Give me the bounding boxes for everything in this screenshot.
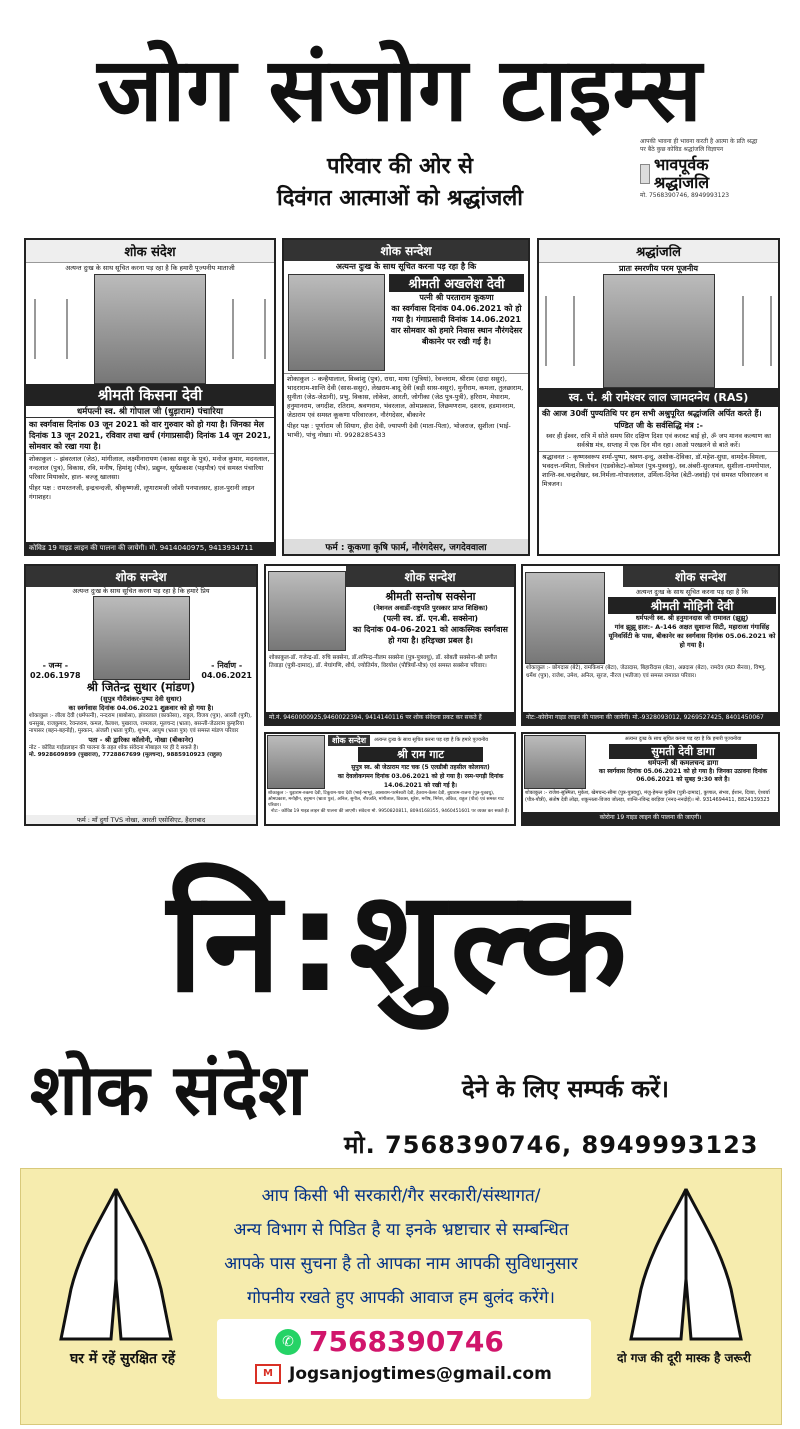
- ad-firm: फर्म : माँ दुर्गा TVS नोखा, आरती एसोसिएट, हैदराबाद: [26, 815, 256, 824]
- portrait-photo: [94, 274, 206, 384]
- ad-body: का स्वर्गवास दिनांक 05.06.2021 को हो गया है। जिनका उठावना दिनांक 06.06.2021 को सुबह 9:30 बजे है।: [598, 768, 768, 783]
- email-icon[interactable]: M: [255, 1364, 281, 1384]
- portrait-photo: [267, 735, 325, 789]
- deceased-name: श्रीमती मोहिनी देवी: [608, 597, 776, 614]
- deceased-name: स्व. पं. श्री रामेश्वर लाल जामदग्नेय (RAS): [539, 388, 778, 407]
- ad-intro: अत्यन्त दुःख के साथ सूचित करना पड़ रहा है कि: [635, 588, 749, 596]
- subtitle-family: परिवार की ओर से: [326, 154, 474, 179]
- corner-big2: श्रद्धांजलि: [654, 173, 710, 192]
- obituary-ad-ram-gaat: [264, 732, 516, 826]
- obituary-ad-akhlesh-devi: [282, 238, 530, 556]
- corner-line1: आपकी भावना ही भावना करती है आत्मा के प्रति श्रद्धा: [640, 138, 758, 145]
- tribute-ad-rameshwar-lal: [537, 238, 780, 556]
- whatsapp-icon[interactable]: ✆: [275, 1329, 301, 1355]
- condolence-headline: शोक संदेश: [30, 1049, 306, 1131]
- masthead-title: जोग संजोग टाइम्स: [97, 38, 703, 141]
- deceased-spouse: (पत्नी स्व. डॉ. एन.बी. सक्सेना): [382, 614, 479, 623]
- deceased-parent: (सुपुत्र गौरीशंकर-पुष्पा देवी सुथार): [100, 695, 182, 703]
- ad-footer: मो.नं. 9460000925,9460022394, 9414140116 पर शोक संवेदना प्रकट कर सकते हैं: [266, 712, 514, 724]
- incense-icon: [232, 299, 266, 359]
- quote-title: पण्डित जी के सर्वसिद्धि मंत्र :-: [614, 421, 703, 430]
- incense-icon: [34, 299, 68, 359]
- birth-date: 02.06.1978: [30, 671, 81, 680]
- obituary-ad-mohini-devi: [521, 564, 780, 726]
- ad-intro: अत्यन्त दुःख के साथ सूचित करना पड़ रहा है कि हमारी पूज्यनीया: [624, 736, 742, 742]
- death-date: 04.06.2021: [201, 671, 252, 680]
- portrait-photo: [93, 596, 190, 680]
- portrait-photo: [288, 274, 385, 371]
- ad-body: का स्वर्गवास दिनांक 03 जून 2021 को वार गुरुवार को हो गया है। जिनका मेल दिनांक 13 जून 2021, रविवार तथा खर्च (गंगाप्रसादी) दिनांक 14 जून 2021, सोमवार को रखा गया है।: [29, 420, 271, 451]
- ad-header: शोक सन्देश: [623, 566, 778, 587]
- ad-family: शोकाकुल :- धुड़ाराम-रुकमा देवी, टिकूराम-पारा देवी (भाई-भाभू), आसाराम-परमेश्वरी देवी, हेतराम-केसर देवी, बुधाराम-राजना (पुत्र-पुत्रवधु), ओमप्रकाश, मनोहीन, हनुमान (भ्राता पुत्र), अनिल, सुनील, नौरजलि, मांगीलाल, विकास, सुरेश, मनीष, मिनेश, अंकित, राहुल (पौत्र) एवं समस्त गाट परिवार।: [268, 791, 504, 808]
- whatsapp-number[interactable]: 7568390746: [309, 1325, 504, 1358]
- incense-icon: [742, 296, 772, 366]
- obituary-ad-sumati-devi-daga: [521, 732, 780, 826]
- ad-body: का स्वर्गवास दिनांक 04.06.2021 को हो गया है। गंगाप्रसादी विनांक 14.06.2021 वार सोमवार को हमारे निवास स्थान नौरंगदेसर बीकानेर पर रखी गई है।: [390, 304, 523, 346]
- obituary-ad-kisna-devi: [24, 238, 276, 556]
- contact-prompt: देने के लिए सम्पर्क करें।: [462, 1075, 669, 1103]
- obituary-ad-jitendra-suthar: [24, 564, 258, 826]
- ad-pihar: पीहर पक्ष : पूर्णाराम जी सियाग, हीरा देवी, ज्यापणी देवी (माता-पिता), भोजराज, सुशीला (भाई-भाभी), पांचु नोखा। मो. 9928285433: [287, 422, 511, 439]
- ad-family: शोकाकुल :- झंवरलाल (जेठ), मांगीलाल, लक्ष्मीनारायण (काका ससुर के पुत्र), मनोज कुमार, मदनलाल, नन्दलाल (पुत्र), विकास, रवि, मनीष, हिमांशु (पौत्र), प्रद्युम्न, सूर्यप्रकाश (पड़पौत्र) एवं समस्त पंचारिया परिवार मियाकोर, हाल- बज्जू खालसा।: [26, 453, 274, 483]
- deceased-award: (नेशनल अवार्डी-राष्ट्रपति पुरस्कार प्राप्त शिक्षिका): [373, 604, 488, 612]
- ad-header: शोक संदेश: [26, 240, 274, 263]
- ad-header: शोक सन्देश: [346, 566, 514, 587]
- ad-family: शोकाकुल :- छोगदास (बेटे), रामकिशन (बेटा), जेठादास, बिहारीदास (बेटा), अन्नदास (बेटा), रामदेव (RD सैनवा), विष्णु, धर्मेश (पुत्र), राजेश, उमेश, अनिल, सूरज, नीरज (भतीजा) एवं समस्त रामावत परिवार।: [526, 665, 766, 679]
- ad-intro: अत्यन्त दुःख के साथ सूचित करना पड़ रहा है कि: [335, 262, 477, 271]
- folded-hands-icon: [601, 1179, 771, 1349]
- portrait-photo: [524, 735, 586, 789]
- portrait-photo: [268, 571, 346, 651]
- corner-contact: मो. 7568390746, 8949993123: [640, 192, 730, 199]
- ad-footer: कोरोना 19 गाइड लाइन की पालना की जाएगी।: [523, 812, 778, 824]
- birth-label: - जन्म -: [42, 661, 69, 670]
- ad-body: की आज 30वीं पुण्यतिथि पर हम सभी अश्रुपूरित श्रद्धांजलि अर्पित करते हैं।: [542, 409, 762, 418]
- ad-family: शोकाकुल :- लीला देवी (धर्मपत्नी), नन्दराम (बाबोसा), झंवरलाल (काकोसा), राहुल, विजय (पुत्र), आरती (पुत्री), धनसुख, राजकुमार, रेवन्तराम, कमल, कैलाश, पुखराज, रामलाल, मूलचन्द (भ्राता), बसन्ती-जेठाराम कुम्हरिया नापासर (बहन-बहनोई), मुस्कान, अंजली (भ्राता पुत्री), शुभम, आयुष (भ्राता पुत्र) एवं समस्त मांडण परिवार: [29, 713, 252, 734]
- ad-footer: कोविड 19 गाइड लाइन की पालना की जायेगी। मो. 9414040975, 9413934711: [26, 542, 274, 554]
- banner-line3: आपके पास सुचना है तो आपका नाम आपकी सुविधानुसार: [224, 1254, 578, 1274]
- free-headline: नि:शुल्क: [167, 861, 633, 1024]
- ad-note: नोट - कोविड गाईडलाइन की पालना के तहत शोक संवेदना मोबाइल पर ही दे सकते है।: [29, 744, 199, 751]
- ad-pihar: पीहर पक्ष : रामरतनजी, इन्द्रचन्दजी, श्रीकृष्णजी, लूणारामजी जोशी पनपालसर, हाल-पुरानी लाइन गंगाशहर।: [29, 484, 255, 501]
- folded-hands-icon: [31, 1179, 201, 1349]
- ad-body: का स्वर्गवास दिनांक 04.06.2021 शुक्रवार को हो गया है।: [68, 704, 214, 712]
- contact-mobile: मो. 7568390746, 8949993123: [344, 1131, 759, 1159]
- ad-phones: मो. 9928609899 (पुखराज), 7728867699 (मूलचन्द), 9885910923 (राहुल): [29, 752, 223, 758]
- deceased-name: सुमती देवी डागा: [609, 744, 757, 759]
- obituary-ad-santosh-saxena: [264, 564, 516, 726]
- ad-intro: अत्यन्त दुःख के साथ सूचित करना पड़ रहा है कि हमारे प्रिय: [72, 587, 210, 595]
- ad-family: शोकाकुल-डॉ. गजेन्द्र-डॉ. रुचि सक्सेना, डॉ.शमिन्द्र-नीलम सक्सेना (पुत्र-पुत्रवधु), डॉ. सोबती सक्सेना-श्री प्रणीत तिवाड़ा (पुत्री-दामाद), डॉ. मेघांगणि, शौर्य, ज्योतिर्मय, विरयोश (पौत्रियाँ-पौत्र) एवं समस्त सक्सेना परिवार।: [269, 655, 497, 669]
- ad-footer: फर्म : कूकणा कृषि फार्म, नौरंगदेसर, जगदेववाला: [284, 539, 528, 554]
- ad-note: नोट:- कोविड 19 गाइड लाइन की पालना की जाएगी। संवेदना मो. 9950820811, 8094168355, 9460451601 पर व्यक्त कर सकते हैं।: [270, 809, 510, 814]
- candle-icon: [640, 164, 650, 184]
- ad-body: गांव झूझू हाल:- A-146 अक्षत सुशान्त सिटी, महाराजा गंगासिंह यूनिवर्सिटी के पास, बीकानेर का स्वर्गवास दिनांक 05.06.2021 को हो गया है।: [608, 623, 776, 649]
- ad-body: का दिनांक 04-06-2021 को आकस्मिक स्वर्गवास हो गया है। हरिइच्छा प्रबल है।: [353, 625, 508, 645]
- ad-intro: प्रातः स्मरणीय परम पूजनीय: [618, 264, 699, 273]
- ad-family: शोकाकुल :- राजेश-सुस्मिता, मुकेश, खेमचन्द-सीमा (पुत्र-पुत्रवधु), मंजु-हेमन्त मुकीम (पुत्री-दामाद), कुणाल, संभव, ईशान, दिव्या, ऐश्वर्या (पौत्र-पौत्री), संतोष देवी लोढ़ा, शकुन्तला-विजय जोलड़ा, शान्ति-रविन्द्र बरड़िया (ननद-ननदोई)। मो. 9314694411, 8824139323: [525, 790, 770, 803]
- deceased-parent: सुपुत्र स्व. श्री जेठाराम गाट चक (5 एलडीबी तहसील कोलायत): [351, 764, 490, 771]
- ad-body: का देवलोकगमन दिनांक 03.06.2021 को हो गया है। रस्म-पगड़ी दिनांक 14.06.2021 को रखी गई है।: [337, 773, 504, 789]
- portrait-photo: [525, 572, 605, 664]
- contact-card: [217, 1319, 591, 1399]
- deceased-spouse: धर्मपत्नी श्री कमलचन्द डागा: [647, 759, 719, 767]
- quote-text: स्वर ही ईश्वर, रात्रि में सोते समय सिर दक्षिण दिशा एवं करवट बाई हो, ॐ जप मानव कल्याण का सर्वश्रेष्ठ मंत्र, सप्ताह में एक दिन मौन रहा। आओ परखलने से बाते करें।: [546, 432, 771, 449]
- ad-address: पता - श्री द्वारिका कॉलोनी, नोखा (बीकानेर): [88, 735, 194, 744]
- ad-intro: अत्यन्त दुःख के साथ सूचित करना पड़ रहा है कि हमारे पूज्यनीय: [374, 737, 489, 743]
- ad-header: शोक सन्देश: [284, 240, 528, 261]
- subtitle-tribute: दिवंगत आत्माओं को श्रद्धांजली: [277, 186, 523, 211]
- deceased-name: श्रीमती सन्तोष सक्सेना: [385, 590, 476, 603]
- ad-family: श्रद्धावनत :- कृष्णस्वरूप शर्मा-पुष्पा, श्रवण-इन्दु, अशोक-देविका, डॉ.महेश-सुधा, वामदेव-विमला, भवदत्त-नमिता, त्रिलोचन (एडवोकेट)-कोमल (पुत्र-पुत्रवधु), स्व.अंबरी-सुरजमल, सुशीला-रामगोपाल, शान्ति-स्व.चन्द्रशेखर, स्व.निर्मला-गोपाललाल, उर्मिला-दिनेश (बेटी-जवांई) एवं समस्त परिवारजन व मित्रजन।: [539, 451, 778, 490]
- ad-header: शोक सन्देश: [328, 735, 370, 746]
- corner-line2: पर बैठे कुछ कोविड श्रद्धांजलि विज्ञापन: [640, 146, 724, 153]
- banner-line1: आप किसी भी सरकारी/गैर सरकारी/संस्थागत/: [261, 1186, 541, 1206]
- deceased-name: श्री राम गाट: [358, 747, 483, 762]
- deceased-name: श्री जितेन्द्र सुथार (मांडण): [86, 680, 196, 694]
- deceased-spouse: पत्नी श्री परताराम कूकणा: [419, 293, 494, 302]
- banner-line2: अन्य विभाग से पिडित है या इनके भ्रष्टाचार से सम्बन्धित: [233, 1220, 569, 1240]
- ad-header: श्रद्धांजलि: [539, 240, 778, 263]
- mask-slogan: दो गज की दूरी मास्क है जरूरी: [617, 1351, 751, 1365]
- ad-intro: अत्यन्त दुःख के साथ सूचित करना पड़ रहा है कि हमारी पूज्यनीय माताजी: [65, 264, 235, 272]
- portrait-photo: [603, 274, 715, 388]
- stay-home-slogan: घर में रहें सुरक्षित रहें: [69, 1351, 176, 1367]
- deceased-name: श्रीमती किसना देवी: [26, 384, 274, 406]
- corner-big1: भावपूर्वक: [654, 155, 709, 174]
- death-label: - निर्वाण -: [211, 661, 243, 670]
- banner-line4: गोपनीय रखते हुए आपकी आवाज हम बुलंद करेंगे।: [247, 1288, 555, 1308]
- corner-tribute-box: [640, 138, 790, 200]
- email-address[interactable]: Jogsanjogtimes@gmail.com: [289, 1364, 552, 1384]
- ad-footer: नोट:-कोरोना गाइड लाइन की पालना की जायेगी। मो.-9328093012, 9269527425, 8401450067: [523, 712, 778, 724]
- grievance-banner: [20, 1168, 782, 1425]
- ad-family: शोकाकुल :- कन्हैयालाल, विव्वांशु (पुत्र), राधा, माया (पुत्रियां), रेवन्तराम, श्रीराम (दादा ससुर), भादराराम-शान्ति देवी (सास-ससुर), लेखराम-बादू देवी (बड़ी सास-ससुर), मुनीराम, कमला, तुलछाराम, सुनीता (जेठ-जेठानी), प्रभु, विकास, लोकेश, आरती, जोगीका (जेठ पुत्र-पुत्री), हरिराम, मेघाराम, हनुमानराम, जगदीश, रतिराम, श्रवणराम, भंवरलाल, ओमप्रकाश, लिछमणराम, दशरथ, हडमानराम, जेठाराम एवं समस्त कूकणा परिवारजन, नौरंगदेसर, बीकानेर: [284, 373, 528, 421]
- deceased-name: श्रीमती अखलेश देवी: [389, 274, 524, 292]
- ad-header: शोक सन्देश: [26, 566, 256, 587]
- deceased-spouse: धर्मपत्नी स्व. श्री हनुमानदास जी रामावत (झूझू): [635, 614, 749, 622]
- incense-icon: [545, 296, 575, 366]
- deceased-spouse: धर्मपत्नी स्व. श्री गोपाल जी (धुड़ाराम) पंचारिया: [26, 406, 274, 418]
